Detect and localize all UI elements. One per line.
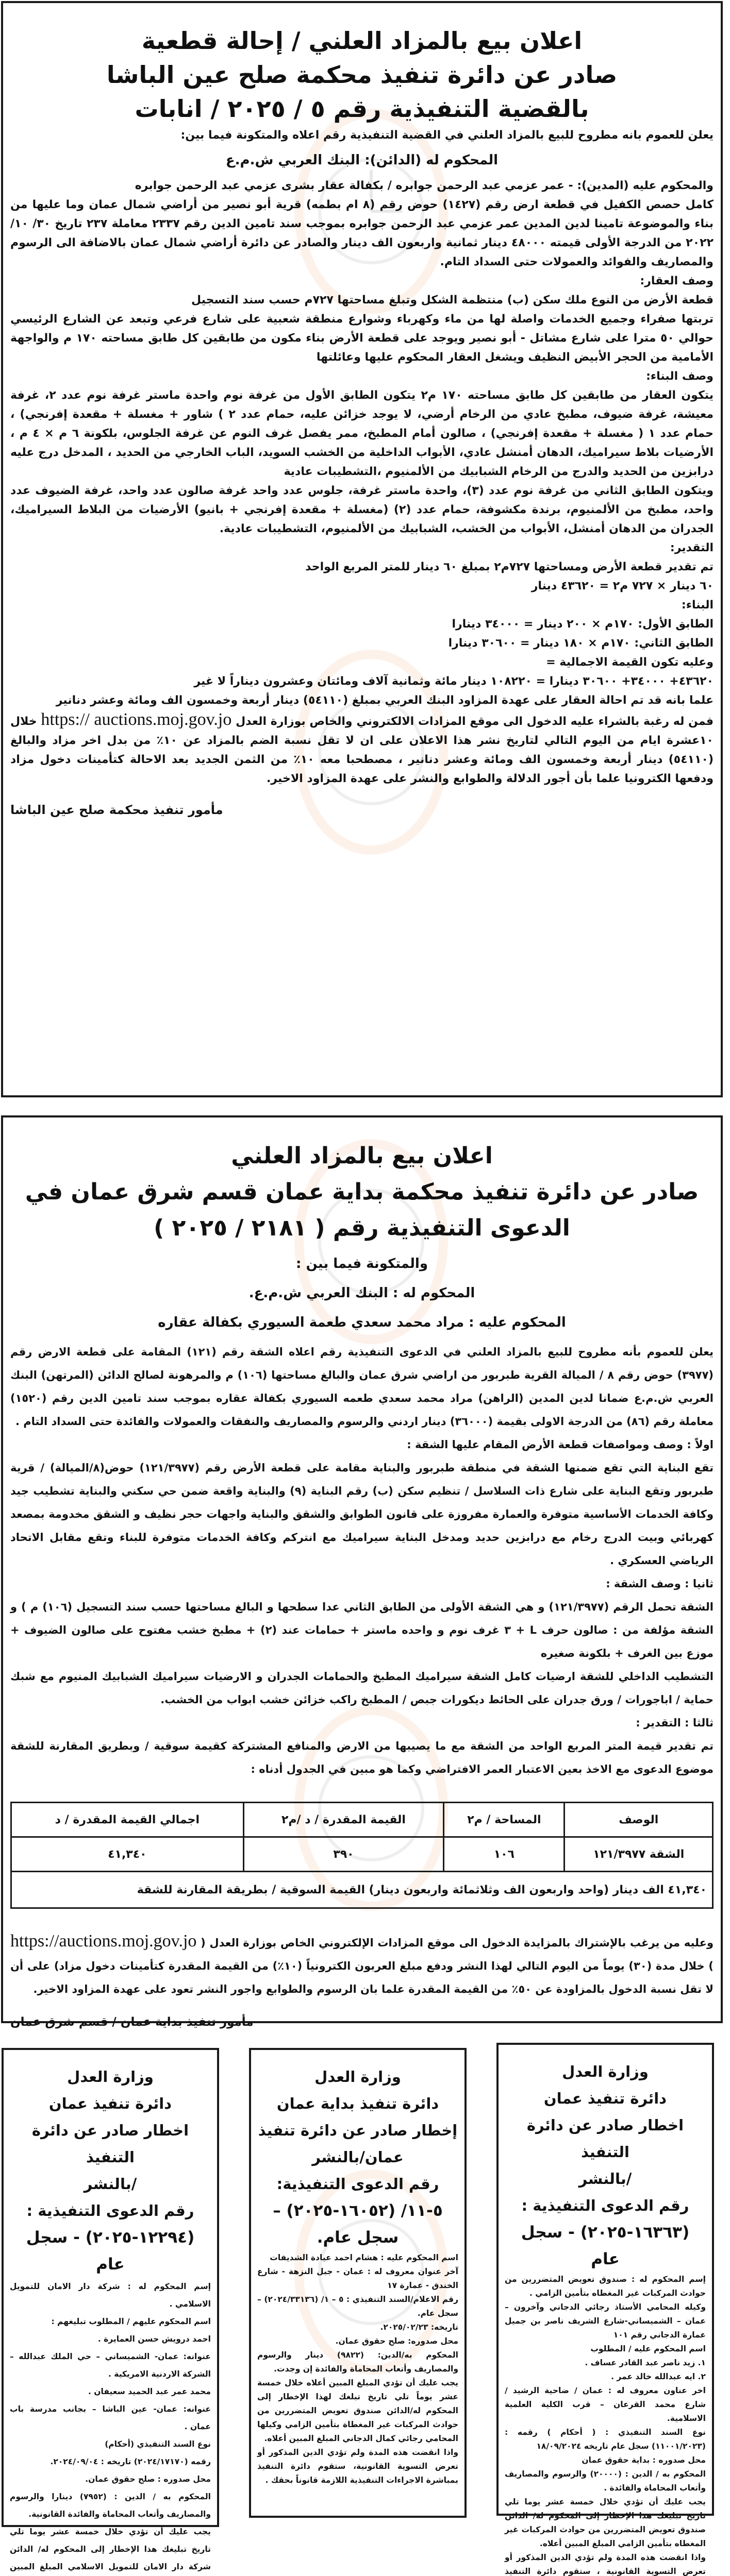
notice-body: [10, 1252, 714, 1781]
notice-paragraph: تم تقدير قطعة الأرض ومساحتها ٧٢٧م٢ بمبلغ ٦٠ دينار للمتر المربع الواحد: [305, 561, 714, 573]
notice-paragraph: علما بانه قد تم احالة العقار على عهدة المزاود البنك العربي بمبلغ (٥٤١١٠) دينار أربعة وخمسون الف ومائة وعشر دنانير: [56, 694, 714, 707]
notice-line: اسم المحكوم عليهم / المطلوب تبليغهم :: [51, 2317, 211, 2326]
section-heading: ثالثا : التقدير :: [636, 1717, 714, 1729]
notification-case-12294: [2, 2048, 219, 2571]
notice-line: يجب عليك أن تؤدي خلال خمسة عشر يوما تلي تاريخ تبليغك هذا الإخطار إلى المحكوم له/ الدائن صندوق تعويض المتضررين من حوادث المركبات غير المغطاه بتأمين الزامي المبلغ المبين أعلاه.: [505, 2497, 706, 2548]
notice-title: بالقضية التنفيذية رقم ٥ / ٢٠٢٥ / انابات: [135, 95, 589, 123]
notice-title: إخطار صادر عن دائرة تنفيذ: [258, 2122, 458, 2139]
auction-site-link[interactable]: https:// auctions.moj.gov.jo: [41, 710, 232, 729]
auction-text-before: فمن له رغبة بالشراء عليه الدخول الى موقع المزادات الالكتروني والخاص بوزارة العدل: [236, 715, 714, 728]
notice-title: رقم الدعوى التنفيذية:: [276, 2175, 439, 2193]
notice-line: يجب عليك أن تؤدي خلال خمسة عشر يوما تلي تاريخ تبليغك هذا الإخطار إلى المحكوم له/ الدائن شركة دار الامان للتمويل الاسلامي المبلغ المبين: [10, 2527, 211, 2571]
table-header-row: [11, 1803, 713, 1837]
notice-title: وزارة العدل: [562, 2063, 649, 2080]
notice-line: عنوانه: عمان- عين الباشا – بجانب مدرسة باب عمان .: [10, 2404, 211, 2431]
notice-paragraph: يعلن للعموم بأنه مطروح للبيع بالمزاد العلني في الدعوى التنفيذية رقم اعلاه الشقة رقم (١٢١) المقامة على قطعة الارض رقم (٣٩٧٧) حوض رقم ٨ / الميالة القرية طبربور من اراضي شرق عمان والبالغ مساحتها (١٠٦) م والمرهونة لصالح الدائن (المرتهن) البنك العربي ش.م.ع ضمانا لدين المدين (الراهن) مراد محمد سعدي طعمه السيوري بكفالة عقاره بموجب سند تامين الدين رقم (١٥٢٠) معاملة رقم (٨٦) من الدرجة الاولى بقيمة (٣٦٠٠٠) دينار اردني والرسوم والمصاريف والنفقات والعمولات والفائدة حتى السداد التام .: [10, 1346, 714, 1428]
notice-title: اخطار صادر عن دائرة التنفيذ: [526, 2116, 684, 2161]
table-cell: ٣٩٠: [243, 1837, 444, 1872]
auction-notice-east-amman: [1, 1115, 723, 2029]
notice-titles: [10, 24, 714, 126]
table-cell: ٤١,٣٤٠: [11, 1837, 244, 1872]
signature: مأمور تنفيذ بداية عمان / قسم شرق عمان: [10, 2015, 254, 2029]
case-number: (١٦٣٦٣-٢٠٢٥) - سجل عام: [521, 2223, 690, 2268]
table-cell: الشقة ١٢١/٣٩٧٧: [565, 1837, 713, 1872]
notice-line: المحكوم به / الدين : (٧٩٥٢) دينارا والرسوم والمصاريف وأتعاب المحاماة والفائدة القانونية.: [10, 2492, 211, 2519]
party-line: المحكوم له : البنك العربي ش.م.ع.: [248, 1285, 475, 1301]
notice-paragraph: تم تقدير قيمة المتر المربع الواحد من الشقة مع ما يصيبها من الارض والمنافع المشتركة كقيمة سوقية / وبطريق المقارنة للشقة موضوع الدعوى مع الاخذ بعين الاعتبار العمر الافتراضي وكما هو مبين في الجدول أدناه :: [10, 1740, 714, 1775]
notice-title: رقم الدعوى التنفيذية :: [26, 2202, 194, 2219]
notice-line: احمد درويش حسن العمايرة .: [97, 2334, 211, 2344]
notice-title: دائرة تنفيذ عمان: [48, 2095, 172, 2112]
notice-line: تاريخه: ٢٠٢٥/٠٢/٢٣.: [380, 2323, 458, 2332]
notice-line: واذا انقضت هذه المدة ولم تؤدي الدين المذكور أو تعرض التسوية القانونية، ستقوم دائرة التنفيذ بمباشرة الاجراءات التنفيذية اللازمة قانوناً بحقك .: [257, 2448, 458, 2485]
notice-line: اسم المحكوم عليه : هشام احمد عيادة الشديفات: [270, 2253, 458, 2262]
column-header: المساحة / م٢: [444, 1803, 565, 1837]
notice-paragraph: الشقة تحمل الرقم (١٢١/٣٩٧٧) و هي الشقة الأولى من الطابق الثاني عدا سطحها و البالغ مساحتها حسب سند التسجيل (١٠٦) م ) و الشقة مؤلفة من : صالون حرف L + ٣ غرف نوم و واحده ماستر + حمامات عند (٢) + مطبخ خشب مفتوح على صالون الضيوف + موزع بين الغرف + بلكونة صغيره: [10, 1601, 714, 1659]
notice-title: /بالنشر: [578, 2170, 632, 2188]
notice-title: دائرة تنفيذ بداية عمان: [276, 2095, 439, 2112]
notice-title: وزارة العدل: [314, 2068, 401, 2086]
section-heading: وصف العقار:: [640, 275, 714, 287]
party-line: والمتكونة فيما بين :: [296, 1256, 428, 1272]
notice-paragraph: الطابق الأول: ١٧٠م × ٢٠٠ دينار = ٣٤٠٠٠ دينارا: [452, 618, 714, 631]
notice-title: رقم الدعوى التنفيذية :: [521, 2197, 689, 2214]
notice-line: المحكوم به / الدين : (٢٠٠٠٠) والرسوم والمصاريف وأتعاب المحاماة والفائدة .: [505, 2469, 706, 2493]
notice-line: رقم الاعلام/السند التنفيذي : ٥ – ١/ (٢٠٢٤/٣٣١٣٦) – سجل عام.: [257, 2295, 458, 2318]
table-row: [11, 1837, 713, 1872]
notice-line: ١. زيد ناصر عبد القادر عساف .: [585, 2358, 706, 2367]
notice-paragraph: يتكون العقار من طابقين كل طابق مساحته ١٧٠ م٢ يتكون الطابق الأول من غرفة نوم واحدة ماستر غرفة نوم عدد ٢، غرفة معيشة، غرفة ضيوف، مطبخ عادي من الرخام أرضي، لا يوجد خزائن عليه، حمام عدد ٢ ) شاور + مغسلة + مقعدة إفرنجي) ، حمام عدد ١ ( مغسلة + مقعدة إفرنجي) ، صالون أمام المطبخ، ممر يفصل غرف النوم عن غرفة الجلوس، بلكونة ٦ م × ٤ م ، الأرضيات بلاط سيراميك، الدهان أمنشل عادي، الأبواب الداخلية من الخشب السويد، الباب الخارجي من الحديد ، المدخل درج عليه درابزين من الحديد والدرج من الرخام الشبابيك من الألمنيوم ،التشطيبات عادية: [10, 389, 714, 478]
notice-body: [10, 126, 714, 710]
notification-case-16363: [496, 2043, 714, 2576]
notice-line: محل صدوره : صلح حقوق عمان.: [85, 2475, 211, 2484]
notice-line: نوع السند التنفيذي : ( أحكام ) رقمه : (١١٠٠١/٢٠٢٣) سجل عام تاريخه ١٨/٠٩/٢٠٢٤: [505, 2428, 706, 2451]
section-heading: التقدير:: [670, 541, 714, 554]
column-header: الوصف: [565, 1803, 713, 1837]
notice-paragraph: قطعة الأرض من النوع ملك سكن (ب) منتظمة الشكل وتبلغ مساحتها ٧٢٧م حسب سند التسجيل: [191, 294, 714, 307]
notice-line: ٢. ايه عبدالله خالد عمر .: [611, 2372, 706, 2381]
notice-paragraph: يعلن للعموم بانه مطروح للبيع بالمزاد العلني في القضية التنفيذية رقم اعلاه والمتكونة فيما بين:: [180, 129, 714, 142]
notice-paragraph: ويتكون الطابق الثاني من غرفة نوم عدد (٣)، واحدة ماستر غرفة، جلوس عدد واحد غرفة صالون عدد واحد، غرفة الضيوف عدد واحد، مطبخ من الألمنيوم، برندة مكشوفة، حمام عدد (٢) (مغسلة + مقعدة إفرنجي + بانيو) الأرضيات من البلاط السيراميك، الجدران من الدهان أمنشل، الأبواب من الخشب، الشبابيك من الألمنيوم، التشطيبات عادية.: [10, 484, 714, 535]
notice-paragraph: ٤٣٦٢٠+ ٣٤٠٠٠+ ٣٠٦٠٠ دينارا = ١٠٨٢٢٠ دينار مائة وثمانية آلاف ومائتان وعشرون ديناراً لا غير: [194, 675, 714, 688]
auction-instructions: [10, 1929, 714, 2001]
party-line: المحكوم له (الدائن): البنك العربي ش.م.ع: [225, 152, 499, 168]
notice-line: محل صدوره: صلح حقوق عمان.: [335, 2336, 458, 2346]
notice-titles: [10, 1138, 714, 1246]
auction-text-before: وعليه من يرغب بالإشتراك بالمزايدة الدخول الى موقع المزادات الإلكتروني الخاص بوزارة العدل (: [201, 1937, 714, 1949]
auction-instructions: [10, 710, 714, 788]
notice-line: عنوانه: عمان- الشميساني – حي الملك عبدالله – الشركة الاردنية الامريكية .: [10, 2352, 211, 2379]
notice-paragraph: والمحكوم عليه (المدين): - عمر عزمي عبد الرحمن جوابره / بكفالة عقار بشرى عزمي عبد الرحمن جوابره: [135, 179, 714, 192]
notice-line: المحكوم به/الدين: (٩٨٢٢) دينار والرسوم والمصاريف وأتعاب المحاماة والفائدة إن وجدت.: [257, 2350, 458, 2374]
notice-line: إسم المحكوم له : صندوق تعويض المتضررين من حوادث المركبات غير المغطاه بتأمين الزامي .: [505, 2275, 706, 2298]
notice-paragraph: تقع البناية التي تقع ضمنها الشقة في منطقة طبربور والبناية مقامة على قطعة الأرض رقم (١٢١/٣٩٧٧) حوض(٨/الميالة) / قرية طبربور وتقع البناية على شارع ذات السلاسل / تنظيم سكن (ب) رقم البناية (٩) والبناية واقعة ضمن حي سكني والبناية تشطيب جيد وكافة الخدمات الأساسية متوفرة والعمارة مفروزة على قانون الطوابق والشقق والبناية واجهات حجر نظيف و الشقق مخدومة بمصعد كهربائي وبيت الدرج رخام مع درابزين حديد ومدخل البناية سيراميك مع انتركم وكافة الخدمات متوفرة للبناء وتقع مقابل الاتحاد الرياضي العسكري .: [10, 1462, 714, 1567]
notice-paragraph: التشطيب الداخلي للشقة ارضيات كامل الشقة سيراميك المطبخ والحمامات الجدران و الارضيات سيراميك الشبابيك المنيوم مع شبك حماية / اباجورات / ورق جدران على الحائط ديكورات جبص / المطبخ راكب خزائن خشب ابواب من الخشب.: [10, 1670, 714, 1706]
notice-paragraph: الطابق الثاني: ١٧٠م × ١٨٠ دينار = ٣٠٦٠٠ دينارا: [448, 637, 714, 650]
section-heading: البناء:: [681, 599, 714, 612]
section-heading: اولاً : وصف ومواصفات قطعة الأرض المقام عليها الشقة :: [407, 1438, 714, 1451]
notice-line: اخر عناون معروف له : عمان / ضاحية الرشيد / شارع محمد القرعان – قرب الكلية العلمية الاسلامية.: [505, 2386, 706, 2423]
notice-title: صادر عن دائرة تنفيذ محكمة صلح عين الباشا: [106, 61, 618, 89]
notice-title: اخطار صادر عن دائرة التنفيذ: [31, 2122, 189, 2166]
column-header: اجمالي القيمة المقدرة / د: [11, 1803, 244, 1837]
notice-line: اسم المحكوم عليه / المطلوب: [590, 2344, 706, 2353]
notice-line: نوع السند التنفيذي (أحكام): [105, 2439, 211, 2449]
signature: مأمور تنفيذ محكمة صلح عين الباشا: [10, 803, 223, 817]
notice-line: يجب عليك أن تؤدي المبلغ المبين أعلاه خلال خمسة عشر يوماً تلي تاريخ تبلغك لهذا الإخطار إلى المحكوم له/الدائن صندوق تعويض المتضررين من حوادث المركبات غير المغطاة بتأمين الزامي وكيلها المحامي رجائي كمال الدجاني المبلغ المبين أعلاه.: [257, 2378, 458, 2443]
notice-paragraph: وعليه تكون القيمة الاجمالية =: [546, 656, 714, 669]
notice-line: محمد عمر عبد الحميد سعيفان .: [88, 2387, 211, 2396]
auction-text-after: ) خلال مدة (٣٠) يوماً من اليوم التالي لهذا النشر ودفع مبلغ العربون الكترونياً (١٠٪) من القيمة المقدرة كتأمينات دخول مزاد) على أن لا تقل نسبة الدخول بالمزاودة عن ٥٠٪ من القيمة المقدرة علما بان الرسوم والطوابع واجور النشر تعود على عهدة المزاود الاخير.: [10, 1960, 714, 1995]
auction-text-after: خلال ١٠عشرة ايام من اليوم التالي لتاريخ نشر هذا الاعلان على ان لا تقل نسبة الضم بالمزاد عن ١٠٪ من بدل اخر مزاد والبالغ (٥٤١١٠) دينار أربعة وخمسون الف ومائة وعشر دنانير ، مصطحبا معه ١٠٪ من الثمن الجديد بعد الاحالة كتأمينات دخول مزاد ودفعها الكترونيا علما بأن أجور الدلالة والطوابع والنشر على عهدة المزاود الاخير.: [10, 715, 714, 785]
table-footer: ٤١,٣٤٠ الف دينار (واحد واربعون الف وثلاثمائة واربعون دينار) القيمة السوقية / بطريقة المقارنة للشقة: [11, 1872, 713, 1908]
case-number: (١٢٢٩٤-٢٠٢٥) - سجل عام: [26, 2228, 195, 2274]
notice-line: محل صدوره : بداية حقوق عمان: [582, 2455, 706, 2465]
notice-line: إسم المحكوم له : شركة دار الامان للتمويل الاسلامي .: [10, 2282, 211, 2309]
auction-notice-ain-albasha: [1, 1, 723, 1097]
notice-line: رقمه (٢٠٢٤/١٧١٧٠) تاريخه : ٢٠٢٤/٠٩/٠٤.: [50, 2457, 211, 2466]
notice-line: واذا انقضت هذه المدة ولم تؤدي الدين المذكور أو تعرض التسوية القانونية ، ستقوم دائرة التنفيذ: [505, 2553, 706, 2576]
auction-site-link[interactable]: https://auctions.moj.gov.jo: [10, 1931, 197, 1951]
notice-paragraph: كامل حصص الكفيل في قطعة ارض رقم (١٤٢٧) حوض رقم (٨ ام بطمه) قرية أبو نصير من أراضي شمال عمان وما عليها من بناء والموضوعة تامينا لدين المدين عمر عزمي عبد الرحمن جوابره بموجب سند تامين الدين رقم ٢٣٣٧ معاملة ٢٣٧ تاريخ ٣٠/ ١٠/ ٢٠٢٢ من الدرجة الأولى قيمته ٤٨٠٠٠ دينار ثمانية واربعون الف دينار والصادر عن دائرة أراضي شمال عمان بالاضافة الى الرسوم والمصاريف والفوائد والعمولات حتى السداد التام.: [10, 198, 714, 268]
notice-line: وكيله المحامي الأستاذ رجائي الدجاني وآخرون – عمان – الشميساني-شارع الشريف ناصر بن جميل عمارة الدجاني رقم ١٠١: [505, 2302, 706, 2340]
notice-title: صادر عن دائرة تنفيذ محكمة بداية عمان قسم شرق عمان في الدعوى التنفيذية رقم ( ٢١٨١ / ٢٠٢٥ ): [25, 1179, 699, 1241]
notification-case-16052: [249, 2048, 467, 2518]
notice-line: آخر عنوان معروف له : عمان - جبل النزهة - شارع الخندق - عمارة ١٧: [257, 2267, 458, 2290]
section-heading: وصف البناء:: [646, 370, 714, 383]
notice-title: عمان/بالنشر: [312, 2148, 404, 2166]
section-heading: ثانيا : وصف الشقة :: [606, 1578, 714, 1590]
notice-title: /بالنشر: [84, 2175, 137, 2193]
notice-title: وزارة العدل: [67, 2068, 154, 2086]
notice-title: اعلان بيع بالمزاد العلني / إحالة قطعية: [141, 27, 583, 55]
notice-title: اعلان بيع بالمزاد العلني: [231, 1143, 493, 1169]
table-cell: ١٠٦: [444, 1837, 565, 1872]
notice-paragraph: ٦٠ دينار × ٧٢٧ م٢ = ٤٣٦٢٠ دينار: [531, 580, 714, 592]
column-header: القيمة المقدرة / د /م٢: [243, 1803, 444, 1837]
notice-paragraph: تربتها صفراء وجميع الخدمات واصلة لها من ماء وكهرباء وشوارع منطقة شعبية على شارع فرعي وتبعد عن الشارع الرئيسي حوالي ٥٠ مترا على شارع مشاتل - أبو نصير ويوجد على قطعة الأرض بناء مكون من طابقين كل طابق مساحته ١٧٠ م والواجهة الأمامية من الحجر الأبيض النظيف ويشغل العقار المحكوم عليها وعائلتها: [10, 313, 714, 364]
table-footer-row: [11, 1872, 713, 1908]
valuation-table: [10, 1802, 714, 1909]
notice-title: دائرة تنفيذ عمان: [543, 2090, 667, 2107]
party-line: المحكوم عليه : مراد محمد سعدي طعمة السيوري بكفالة عقاره: [158, 1315, 566, 1330]
case-number: ٥-١١/ (١٦٠٥٢-٢٠٢٥) – سجل عام.: [273, 2201, 443, 2247]
